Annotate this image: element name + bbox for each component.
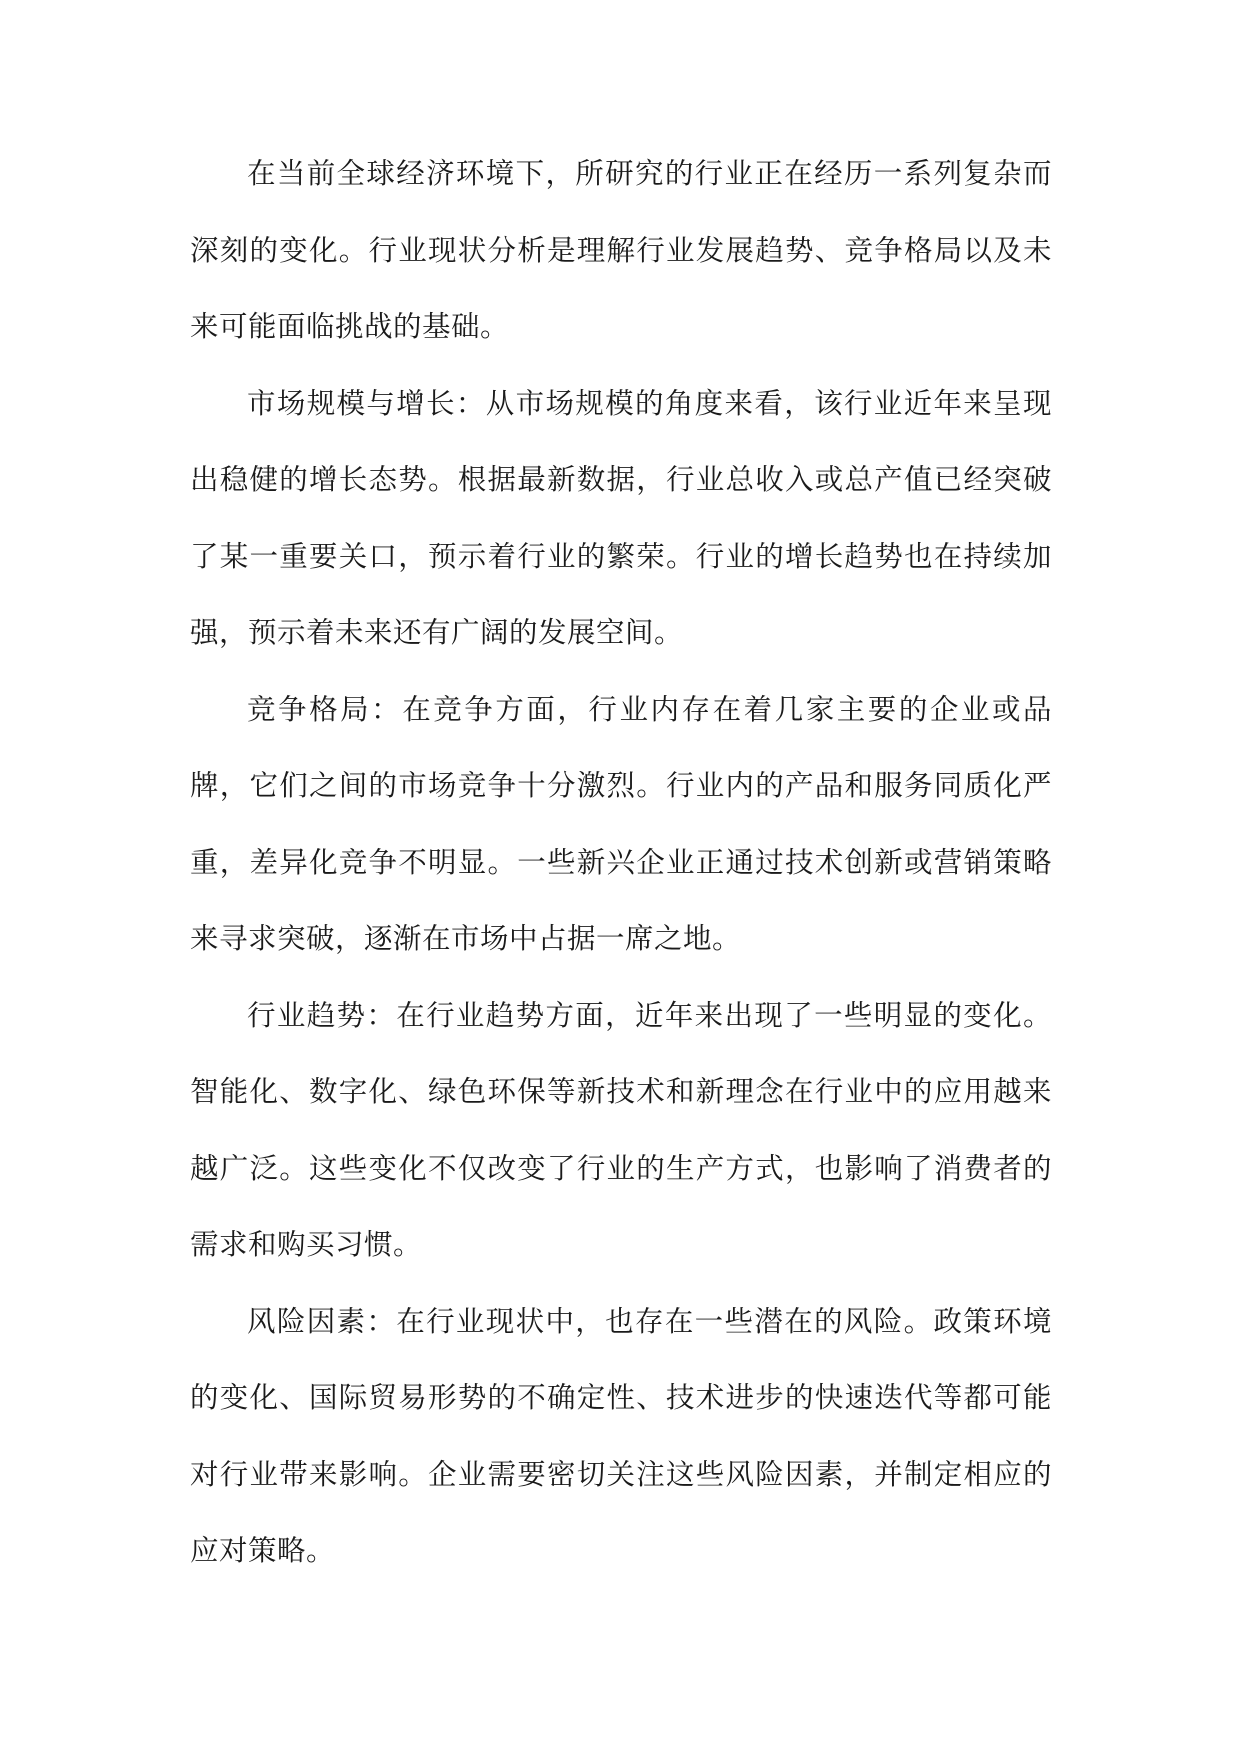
paragraph-risks: 风险因素：在行业现状中，也存在一些潜在的风险。政策环境的变化、国际贸易形势的不确定性、技术进步的快速迭代等都可能对行业带来影响。企业需要密切关注这些风险因素，并制定相应的应对策略。 [190, 1304, 1052, 1567]
document-body [190, 136, 1052, 1590]
paragraph-market-size: 市场规模与增长：从市场规模的角度来看，该行业近年来呈现出稳健的增长态势。根据最新数据，行业总收入或总产值已经突破了某一重要关口，预示着行业的繁荣。行业的增长趋势也在持续加强，预示着未来还有广阔的发展空间。 [190, 386, 1052, 649]
paragraph-intro: 在当前全球经济环境下，所研究的行业正在经历一系列复杂而深刻的变化。行业现状分析是理解行业发展趋势、竞争格局以及未来可能面临挑战的基础。 [190, 157, 1052, 343]
paragraph-competition: 竞争格局：在竞争方面，行业内存在着几家主要的企业或品牌，它们之间的市场竞争十分激烈。行业内的产品和服务同质化严重，差异化竞争不明显。一些新兴企业正通过技术创新或营销策略来寻求突破，逐渐在市场中占据一席之地。 [190, 692, 1052, 955]
paragraph-trends: 行业趋势：在行业趋势方面，近年来出现了一些明显的变化。智能化、数字化、绿色环保等新技术和新理念在行业中的应用越来越广泛。这些变化不仅改变了行业的生产方式，也影响了消费者的需求和购买习惯。 [190, 998, 1052, 1261]
